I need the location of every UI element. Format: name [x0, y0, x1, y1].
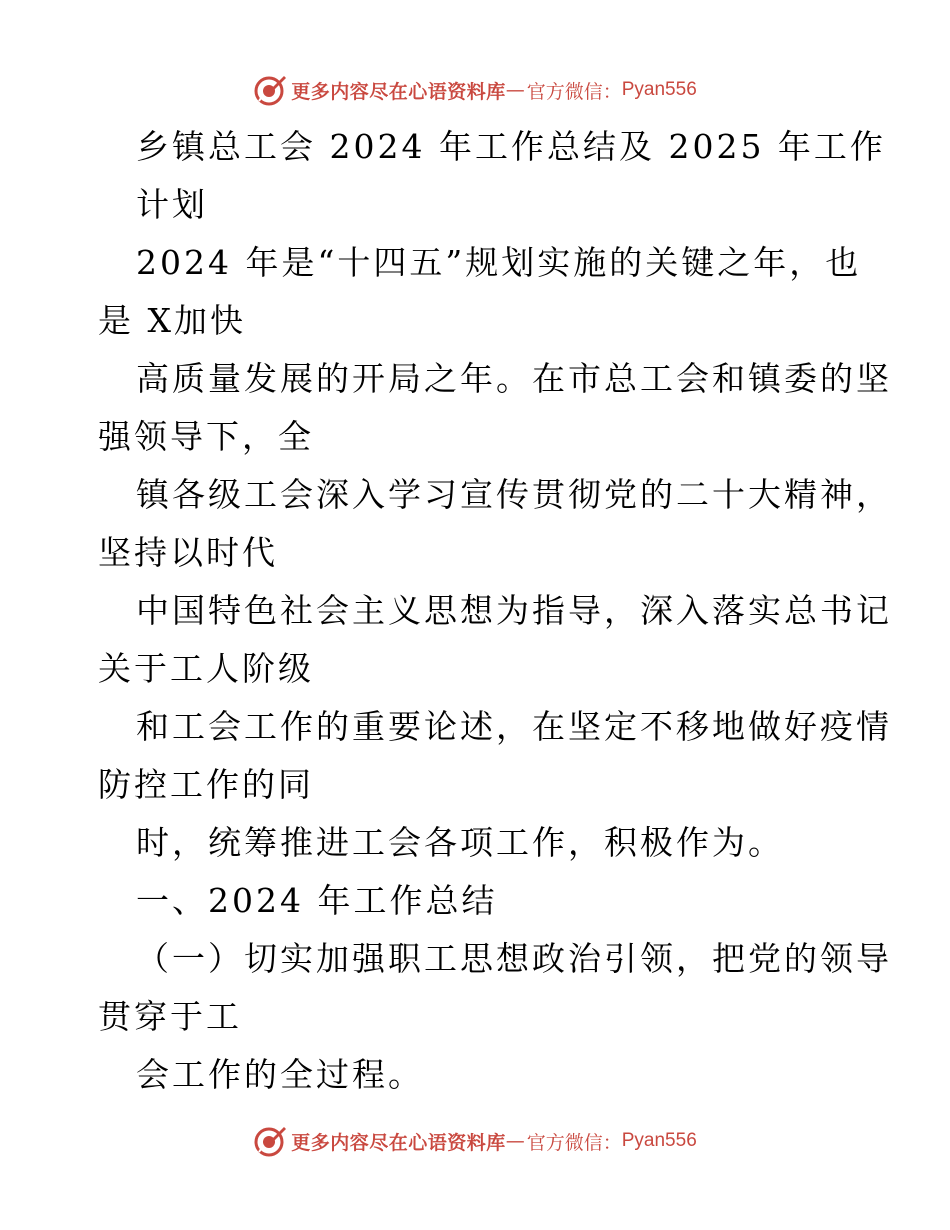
- watermark-official-label: 官方微信：: [526, 80, 622, 103]
- doc-text-line: 强领导下，全: [98, 417, 314, 456]
- pen-logo-icon: [253, 73, 287, 107]
- doc-text-line: 和工会工作的重要论述，在坚定不移地做好疫情: [136, 707, 892, 746]
- doc-subheading-line: 贯穿于工: [98, 997, 242, 1036]
- watermark-text: 更多内容尽在心语资料库: [291, 80, 506, 103]
- doc-text-line: 高质量发展的开局之年。在市总工会和镇委的坚: [136, 359, 892, 398]
- watermark-official-label: 官方微信：: [526, 1131, 622, 1154]
- pen-logo-icon: [253, 1124, 287, 1158]
- doc-text-line: 中国特色社会主义思想为指导，深入落实总书记: [136, 591, 892, 630]
- watermark-header: [0, 70, 950, 110]
- doc-text-line: 2024 年是“十四五”规划实施的关键之年，也: [136, 243, 862, 282]
- doc-subheading-line: （一）切实加强职工思想政治引领，把党的领导: [136, 939, 892, 978]
- doc-text-line: 关于工人阶级: [98, 649, 314, 688]
- watermark-footer: [0, 1121, 950, 1161]
- document-body: [98, 118, 892, 1104]
- doc-text-line: 镇各级工会深入学习宣传贯彻党的二十大精神，: [136, 475, 892, 514]
- doc-title-line: 计划: [136, 185, 208, 224]
- doc-heading-line: 一、2024 年工作总结: [136, 881, 498, 920]
- doc-text-line: 是 X加快: [98, 301, 246, 340]
- watermark-wechat-id: Pyan556: [621, 1130, 697, 1151]
- doc-text-line: 会工作的全过程。: [136, 1055, 424, 1094]
- watermark-dash: —: [505, 79, 525, 101]
- doc-text-line: 时，统筹推进工会各项工作，积极作为。: [136, 823, 784, 862]
- watermark-wechat-id: Pyan556: [621, 79, 697, 100]
- doc-title-line: 乡镇总工会 2024 年工作总结及 2025 年工作: [136, 127, 886, 166]
- watermark-dash: —: [505, 1130, 525, 1152]
- doc-text-line: 坚持以时代: [98, 533, 278, 572]
- watermark-text: 更多内容尽在心语资料库: [291, 1131, 506, 1154]
- doc-text-line: 防控工作的同: [98, 765, 314, 804]
